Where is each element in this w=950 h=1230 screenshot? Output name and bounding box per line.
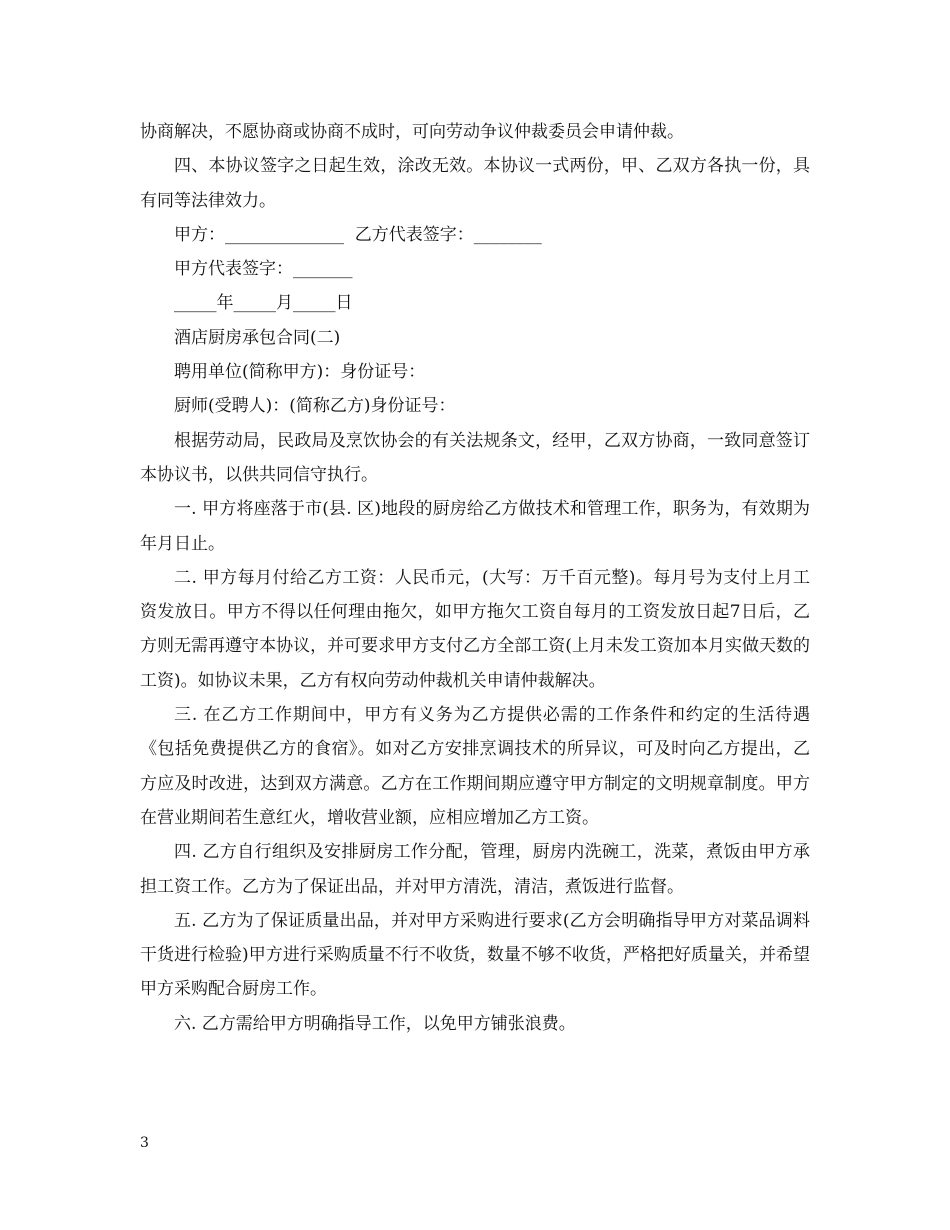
signature-line-party-a: 甲方：______________ 乙方代表签字：________ bbox=[174, 224, 542, 245]
employer-line: 聘用单位(简称甲方)：身份证号： bbox=[174, 362, 426, 383]
chef-line: 厨师(受聘人)：(简称乙方)身份证号： bbox=[174, 396, 456, 417]
clause-2: 二. 甲方每月付给乙方工资：人民币元，(大写：万千百元整)。每月号为支付上月工资发放日。甲方不得以任何理由拖欠，如甲方拖欠工资自每月的工资发放日起7日后，乙方则无需再遵守本协议，并可要求甲方支付乙方全部工资(上月未发工资加本月实做天数的工资)。如协议未果，乙方有权向劳动仲裁机关申请仲裁解决。 bbox=[140, 567, 810, 691]
date-line: _____年_____月_____日 bbox=[174, 293, 353, 314]
clause-1: 一. 甲方将座落于市(县. 区)地段的厨房给乙方做技术和管理工作，职务为，有效期为年月日止。 bbox=[140, 499, 810, 554]
paragraph-preamble: 根据劳动局，民政局及烹饮协会的有关法规条文，经甲，乙双方协商，一致同意签订本协议书，以供共同信守执行。 bbox=[140, 430, 810, 485]
paragraph-1: 协商解决，不愿协商或协商不成时，可向劳动争议仲裁委员会申请仲裁。 bbox=[140, 122, 684, 142]
clause-5: 五. 乙方为了保证质量出品，并对甲方采购进行要求(乙方会明确指导甲方对菜品调料干货进行检验)甲方进行采购质量不行不收货，数量不够不收货，严格把好质量关，并希望甲方采购配合厨房工作。 bbox=[140, 910, 810, 1000]
paragraph-2: 四、本协议签字之日起生效，涂改无效。本协议一式两份，甲、乙双方各执一份，具有同等法律效力。 bbox=[140, 156, 810, 211]
clause-6: 六. 乙方需给甲方明确指导工作，以免甲方铺张浪费。 bbox=[174, 1013, 576, 1034]
contract-title: 酒店厨房承包合同(二) bbox=[174, 327, 341, 348]
signature-line-representative: 甲方代表签字：_______ bbox=[174, 259, 353, 280]
clause-3: 三. 在乙方工作期间中，甲方有义务为乙方提供必需的工作条件和约定的生活待遇《包括免费提供乙方的食宿》。如对乙方安排烹调技术的所异议，可及时向乙方提出，乙方应及时改进，达到双方满意。乙方在工作期间期应遵守甲方制定的文明规章制度。甲方在营业期间若生意红火，增收营业额，应相应增加乙方工资。 bbox=[140, 705, 810, 828]
page-number: 3 bbox=[140, 1135, 149, 1151]
document-body bbox=[140, 115, 810, 1041]
clause-4: 四. 乙方自行组织及安排厨房工作分配，管理，厨房内洗碗工，洗菜，煮饭由甲方承担工资工作。乙方为了保证出品，并对甲方清洗，清洁，煮饭进行监督。 bbox=[140, 842, 810, 897]
